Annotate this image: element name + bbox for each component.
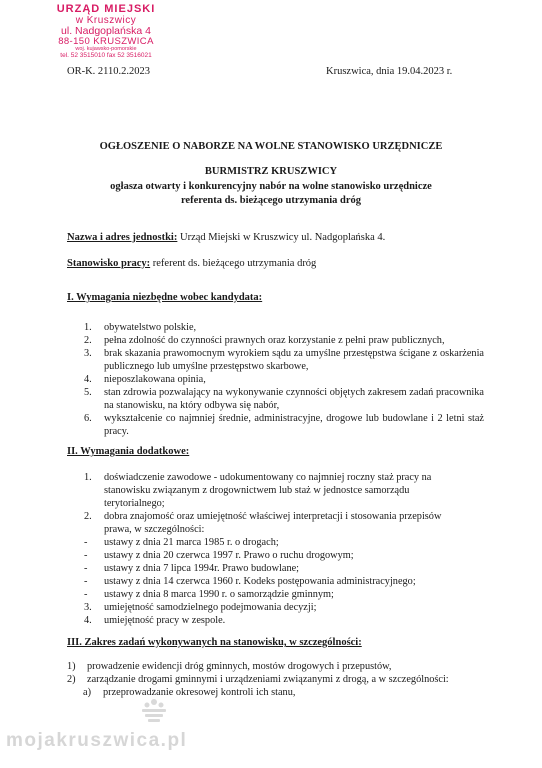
list-item: 5. stan zdrowia pozwalający na wykonywanie czynności objętych zakresem zadań pracownika na stanowisku, na który odbywa się nabór, [84, 387, 484, 411]
stamp-line: 88-150 KRUSZWICA [58, 36, 154, 48]
list-item: 2. pełna zdolność do czynności prawnych oraz korzystanie z pełni praw publicznych, [84, 335, 445, 346]
reference-number: OR-K. 2110.2.2023 [67, 66, 151, 77]
list-item: 6. wykształcenie co najmniej średnie, administracyjne, drogowe lub budowlane i 2 letni staż pracy. [84, 413, 484, 437]
stamp-line: w Kruszwicy [75, 14, 137, 26]
list-item: 1) prowadzenie ewidencji dróg gminnych, mostów drogowych i przepustów, [67, 661, 392, 672]
list-item: 4. umiejętność pracy w zespole. [84, 615, 226, 626]
section-heading: II. Wymagania dodatkowe: [67, 446, 190, 457]
list-item: - ustawy z dnia 20 czerwca 1997 r. Prawo o ruchu drogowym; [84, 550, 354, 561]
duties-list [67, 660, 487, 699]
employer-label: Nazwa i adres jednostki: [67, 232, 178, 243]
intro-line: ogłasza otwarty i konkurencyjny nabór na wolne stanowisko urzędnicze [110, 181, 432, 192]
position-row [67, 258, 316, 269]
list-item: 3. umiejętność samodzielnego podejmowania decyzji; [84, 602, 317, 613]
list-item: - ustawy z dnia 14 czerwca 1960 r. Kodeks postępowania administracyjnego; [84, 576, 416, 587]
intro-line: referenta ds. bieżącego utrzymania dróg [180, 195, 362, 206]
document-title: OGŁOSZENIE O NABORZE NA WOLNE STANOWISKO URZĘDNICZE [99, 141, 443, 152]
list-item: - ustawy z dnia 8 marca 1990 r. o samorządzie gminnym; [84, 589, 334, 600]
list-item: - ustawy z dnia 21 marca 1985 r. o drogach; [84, 537, 279, 548]
list-item: 3. brak skazania prawomocnym wyrokiem sądu za umyślne przestępstwa ścigane z oskarżenia publicznego lub umyślne przestępstwo skarbowe, [84, 348, 484, 372]
requirements-list [84, 321, 484, 438]
list-item: 1. obywatelstwo polskie, [84, 322, 197, 333]
list-item: 2) zarządzanie drogami gminnymi i urządzeniami związanymi z drogą, a w szczególności: [67, 674, 449, 685]
employer-value: Urząd Miejski w Kruszwicy ul. Nadgoplańska 4. [177, 232, 386, 243]
position-value: referent ds. bieżącego utrzymania dróg [150, 258, 317, 269]
position-label: Stanowisko pracy: [67, 258, 151, 269]
watermark-text: mojakruszwica.pl [6, 730, 188, 751]
stamp-line: tel. 52 3515010 fax 52 3516021 [60, 51, 152, 59]
section-heading: III. Zakres zadań wykonywanych na stanowisku, w szczególności: [67, 637, 362, 648]
stamp-line: woj. kujawsko-pomorskie [75, 46, 137, 53]
office-stamp [36, 4, 176, 60]
employer-row [67, 232, 385, 243]
additional-requirements-list [84, 471, 464, 627]
section-heading: I. Wymagania niezbędne wobec kandydata: [67, 292, 263, 303]
list-item: 2. dobra znajomość oraz umiejętność właściwej interpretacji i stosowania przepisów prawa, w szczególności: [84, 511, 442, 535]
issuer: BURMISTRZ KRUSZWICY [204, 166, 338, 177]
list-item: 1. doświadczenie zawodowe - udokumentowany co najmniej roczny staż pracy na stanowisku związanym z drogownictwem lub staż w jednostce samorządu terytorialnego; [84, 472, 432, 509]
watermark-logo-icon [134, 696, 174, 726]
stamp-line: ul. Nadgoplańska 4 [61, 25, 151, 38]
list-item: 4. nieposzlakowana opinia, [84, 374, 206, 385]
list-item: a) przeprowadzanie okresowej kontroli ich stanu, [83, 687, 296, 698]
place-date: Kruszwica, dnia 19.04.2023 r. [326, 66, 453, 77]
stamp-line: URZĄD MIEJSKI [56, 3, 156, 15]
list-item: - ustawy z dnia 7 lipca 1994r. Prawo budowlane; [84, 563, 300, 574]
